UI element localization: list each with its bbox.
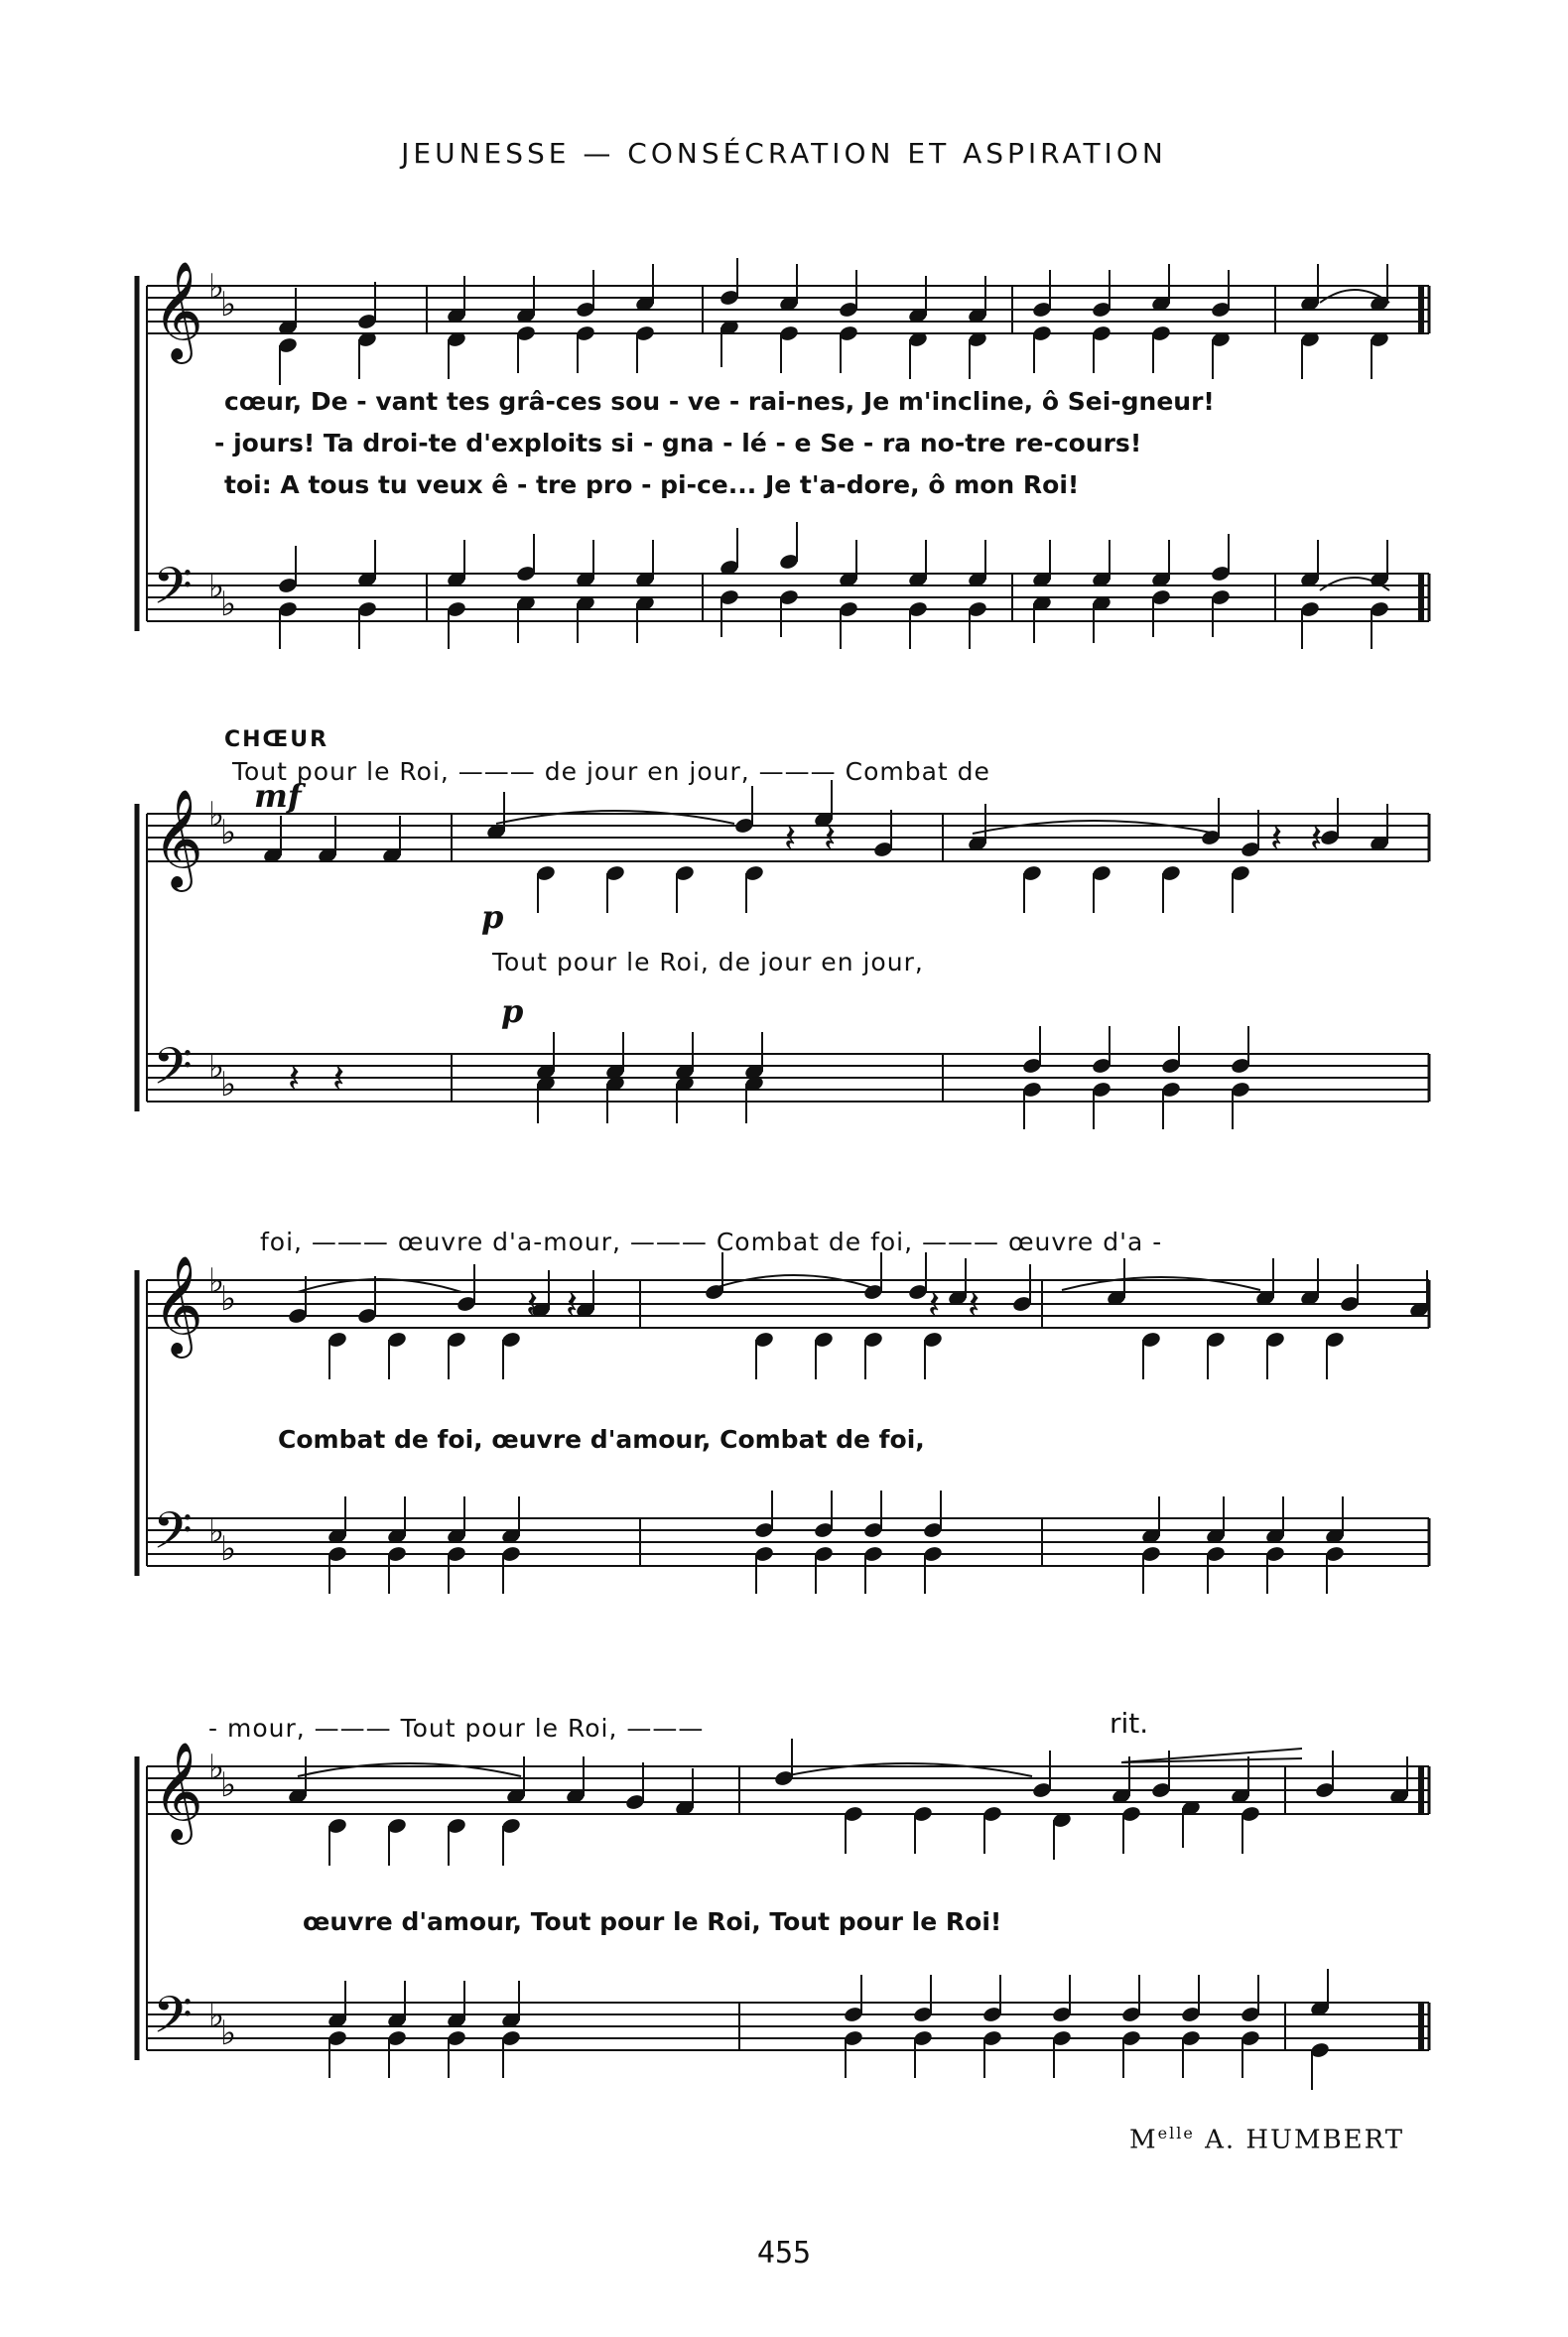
rest-icon: 𝄽: [1270, 816, 1283, 861]
rest-icon: 𝄽: [824, 816, 837, 861]
flat-icon: ♭: [220, 2013, 237, 2053]
page-header: JEUNESSE — CONSÉCRATION ET ASPIRATION: [401, 137, 1167, 170]
treble-clef-icon: 𝄞: [153, 1742, 203, 1841]
flat-icon: ♭: [208, 1748, 225, 1787]
flat-icon: ♭: [208, 267, 225, 307]
flat-icon: ♭: [208, 1261, 225, 1301]
rest-icon: 𝄽: [566, 1282, 579, 1328]
flat-icon: ♭: [220, 1065, 237, 1104]
rest-icon: 𝄽: [332, 1056, 345, 1102]
slur-line: [1062, 1277, 1260, 1290]
verse-line-2: - jours! Ta droi-te d'exploits si - gna - lé - e Se - ra no-tre re-cours!: [214, 429, 1142, 457]
flat-icon: ♭: [220, 1529, 237, 1569]
treble-clef-icon: 𝄞: [153, 261, 203, 360]
dynamic-p-bass: p: [501, 992, 524, 1030]
inner-lyrics-sys4: œuvre d'amour, Tout pour le Roi, Tout pour le Roi!: [303, 1907, 1002, 1936]
flat-icon: ♭: [220, 813, 237, 852]
rest-icon: 𝄽: [784, 816, 797, 861]
soprano-lyrics-sys2: Tout pour le Roi, ——— de jour en jour, ——— Combat de: [232, 757, 990, 786]
inner-lyrics-sys3: Combat de foi, œuvre d'amour, Combat de foi,: [278, 1425, 925, 1454]
flat-icon: ♭: [220, 1279, 237, 1319]
slur-line: [784, 1763, 1032, 1776]
soprano-lyrics-sys4: - mour, ——— Tout pour le Roi, ———: [208, 1714, 705, 1743]
composer-name: A. HUMBERT: [1205, 2125, 1405, 2155]
flat-icon: ♭: [208, 1511, 225, 1551]
inner-lyrics-sys2: Tout pour le Roi, de jour en jour,: [492, 948, 924, 976]
tempo-mark-rit: rit.: [1110, 1707, 1149, 1740]
rest-icon: 𝄽: [928, 1282, 941, 1328]
slur-line: [715, 1275, 873, 1288]
section-label-choeur: CHŒUR: [224, 727, 329, 752]
dynamic-p-inner: p: [481, 898, 504, 936]
slur-line: [298, 1763, 521, 1776]
flat-icon: ♭: [208, 795, 225, 835]
treble-clef-icon: 𝄞: [153, 1255, 203, 1355]
verse-line-3: toi: A tous tu veux ê - tre pro - pi-ce... Je t'a-dore, ô mon Roi!: [224, 470, 1080, 499]
verse-line-1: cœur, De - vant tes grâ-ces sou - ve - rai-nes, Je m'incline, ô Sei-gneur!: [224, 387, 1215, 416]
flat-icon: ♭: [208, 1047, 225, 1087]
flat-icon: ♭: [220, 1765, 237, 1805]
flat-icon: ♭: [208, 1996, 225, 2035]
slur-line: [973, 821, 1216, 834]
flat-icon: ♭: [208, 567, 225, 606]
rest-icon: 𝄽: [1310, 816, 1323, 861]
soprano-lyrics-sys3: foi, ——— œuvre d'a-mour, ——— Combat de foi, ——— œuvre d'a -: [260, 1228, 1163, 1256]
bass-clef-icon: 𝄢: [153, 1500, 193, 1573]
flat-icon: ♭: [220, 584, 237, 624]
flat-icon: ♭: [220, 285, 237, 325]
dynamic-mf: mf: [254, 777, 302, 815]
composer-prefix: M: [1129, 2125, 1158, 2155]
treble-clef-icon: 𝄞: [153, 789, 203, 888]
slur-line: [496, 811, 734, 824]
rest-icon: 𝄽: [968, 1282, 980, 1328]
composer-superscript: elle: [1157, 2124, 1195, 2142]
bass-clef-icon: 𝄢: [153, 1036, 193, 1108]
bass-clef-icon: 𝄢: [153, 1985, 193, 2057]
rest-icon: 𝄽: [526, 1282, 539, 1328]
page-number: 455: [756, 2236, 812, 2271]
bass-clef-icon: 𝄢: [153, 556, 193, 628]
rest-icon: 𝄽: [288, 1056, 301, 1102]
